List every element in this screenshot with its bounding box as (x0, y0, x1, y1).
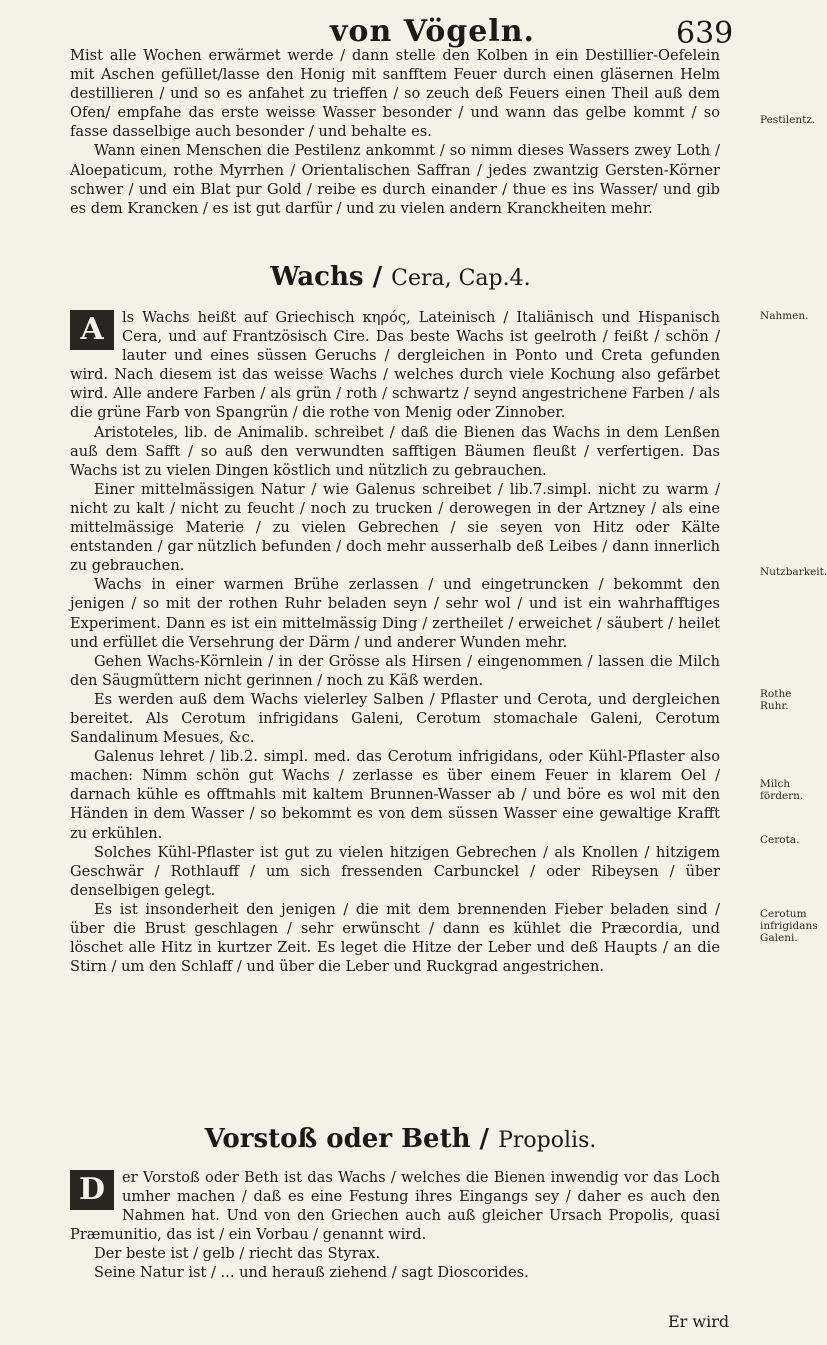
section-heading-wachs (0, 262, 801, 292)
paragraph: Es werden auß dem Wachs vielerley Salben / Pflaster und Cerota, und dergleichen bereitet. Als Cerotum infrigidans Galeni, Cerotum stomachale Galeni, Cerotum Sandalinum Mesues, &c. (70, 690, 720, 747)
marginal-note-cerota: Cerota. (760, 834, 800, 846)
paragraph: Mist alle Wochen erwärmet werde / dann stelle den Kolben in ein Destillier-Oefelein mit Aschen gefüllet/lasse den Honig mit sanfftem Feuer durch einen gläsernen Helm destillieren / und so es anfahet zu trieffen / so zeuch deß Feuers einen Theil auß dem Ofen/ empfahe das erste weisse Wasser besonder / und wann das gelbe kommt / so fasse dasselbige auch besonder / und behalte es. (70, 47, 720, 141)
paragraph: Galenus lehret / lib.2. simpl. med. das Cerotum infrigidans, oder Kühl-Pflaster also machen: Nimm schön gut Wachs / zerlasse es über einem Feuer in klarem Oel / darnach kühle es offtmahls mit kaltem Brunnen-Wasser ab / und böre es wol mit den Händen in dem Wasser / so bekommt es von dem süssen Wasser eine gewaltige Krafft zu erkühlen. (70, 748, 720, 842)
paragraph-text: er Vorstoß oder Beth ist das Wachs / welches die Bienen inwendig vor das Loch umher machen / daß es eine Festung ihres Eingangs sey / daher es auch den Nahmen hat. Und von den Griechen auch auß gleicher Ursach Propolis, quasi Præmunitio, das ist / ein Vorbau / genannt wird. (70, 1169, 720, 1244)
dropcap-initial: A (70, 310, 114, 350)
page-header (0, 4, 801, 51)
marginal-note-nutzbarkeit: Nutzbarkeit. (760, 566, 827, 578)
marginal-note-milch: Milch fördern. (760, 778, 804, 802)
heading-latin: Cera, Cap.4. (391, 266, 531, 291)
paragraph (70, 1168, 720, 1244)
paragraph: Solches Kühl-Pflaster ist gut zu vielen hitzigen Gebrechen / als Knollen / hitzigem Geschwär / Rothlauff / um sich fressenden Carbunckel / oder Ribeysen / über denselbigen gelegt. (70, 843, 720, 899)
heading-title: Vorstoß oder Beth / (204, 1124, 499, 1154)
paragraph: Gehen Wachs-Körnlein / in der Grösse als Hirsen / eingenommen / lassen die Milch den Säugmüttern nicht gerinnen / noch zu Käß werden. (70, 652, 720, 689)
paragraph: Der beste ist / gelb / riecht das Styrax. (94, 1245, 381, 1263)
paragraph (70, 308, 720, 423)
heading-latin: Propolis. (498, 1128, 597, 1153)
paragraph: Einer mittelmässigen Natur / wie Galenus schreibet / lib.7.simpl. nicht zu warm / nicht zu kalt / nicht zu feucht / noch zu trucken / derowegen in der Artzney / als eine mittelmässige Materie / zu vielen Gebrechen / sie seyen von Hitz oder Kälte entstanden / gar nützlich befunden / doch mehr ausserhalb deß Leibes / dann innerlich zu gebrauchen. (70, 480, 720, 575)
section-wachs (70, 308, 720, 976)
paragraph: Wachs in einer warmen Brühe zerlassen / und eingetruncken / bekommt den jenigen / so mit der rothen Ruhr beladen seyn / sehr wol / und ist ein wahrhafftiges Experiment. Dann es ist ein mittelmässig Ding / zertheilet / erweichet / säubert / heilet und erfüllet die Versehrung der Därm / und anderer Wunden mehr. (70, 576, 720, 651)
page-number: 639 (676, 16, 734, 51)
marginal-note-cerotum: Cerotum infrigidans Galeni. (760, 908, 818, 944)
paragraph: Seine Natur ist / ... und herauß ziehend / sagt Dioscorides. (94, 1264, 529, 1282)
paragraph-text: ls Wachs heißt auf Griechisch κηρός, Lateinisch / Italiänisch und Hispanisch Cera, und auf Frantzösisch Cire. Das beste Wachs ist geelroth / feißt / schön / lauter und eines süssen Geruchs / dergleichen in Ponto und Creta gefunden wird. Nach diesem ist das weisse Wachs / welches durch viele Kochung also gefärbet wird. Alle andere Farben / als grün / roth / schwartz / seynd angestrichene Farben / als die grüne Farb von Spangrün / die rothe von Menig oder Zinnober. (70, 309, 720, 422)
dropcap-initial: D (70, 1170, 114, 1210)
section-propolis (70, 1168, 720, 1283)
running-head: von Vögeln. (330, 14, 535, 49)
marginal-note-rothe-ruhr: Rothe Ruhr. (760, 688, 792, 712)
section-heading-propolis (0, 1124, 801, 1154)
paragraph: Aristoteles, lib. de Animalib. schreibet / daß die Bienen das Wachs in dem Lenßen auß dem Safft / so auß den verwundten safftigen Bäumen fleußt / verfertigen. Das Wachs ist zu vielen Dingen köstlich und nützlich zu gebrauchen. (70, 423, 720, 479)
marginal-note-pestilentz: Pestilentz. (760, 114, 816, 126)
marginal-note-nahmen: Nahmen. (760, 310, 809, 322)
paragraph: Es ist insonderheit den jenigen / die mit dem brennenden Fieber beladen sind / über die Brust geschlagen / sehr erwünscht / dann es kühlet die Præcordia, und löschet alle Hitz in kurtzer Zeit. Es leget die Hitze der Leber und deß Haupts / an die Stirn / um den Schlaff / und über die Leber und Ruckgrad angestrichen. (70, 900, 720, 976)
section-honey-water (70, 46, 720, 218)
catchword: Er wird (668, 1312, 730, 1331)
paragraph: Wann einen Menschen die Pestilenz ankommt / so nimm dieses Wassers zwey Loth / Aloepaticum, rothe Myrrhen / Orientalischen Saffran / jedes zwantzig Gersten-Körner schwer / und ein Blat pur Gold / reibe es durch einander / thue es ins Wasser/ und gib es dem Krancken / es ist gut darfür / und zu vielen andern Kranckheiten mehr. (70, 142, 720, 217)
heading-title: Wachs / (270, 262, 392, 292)
